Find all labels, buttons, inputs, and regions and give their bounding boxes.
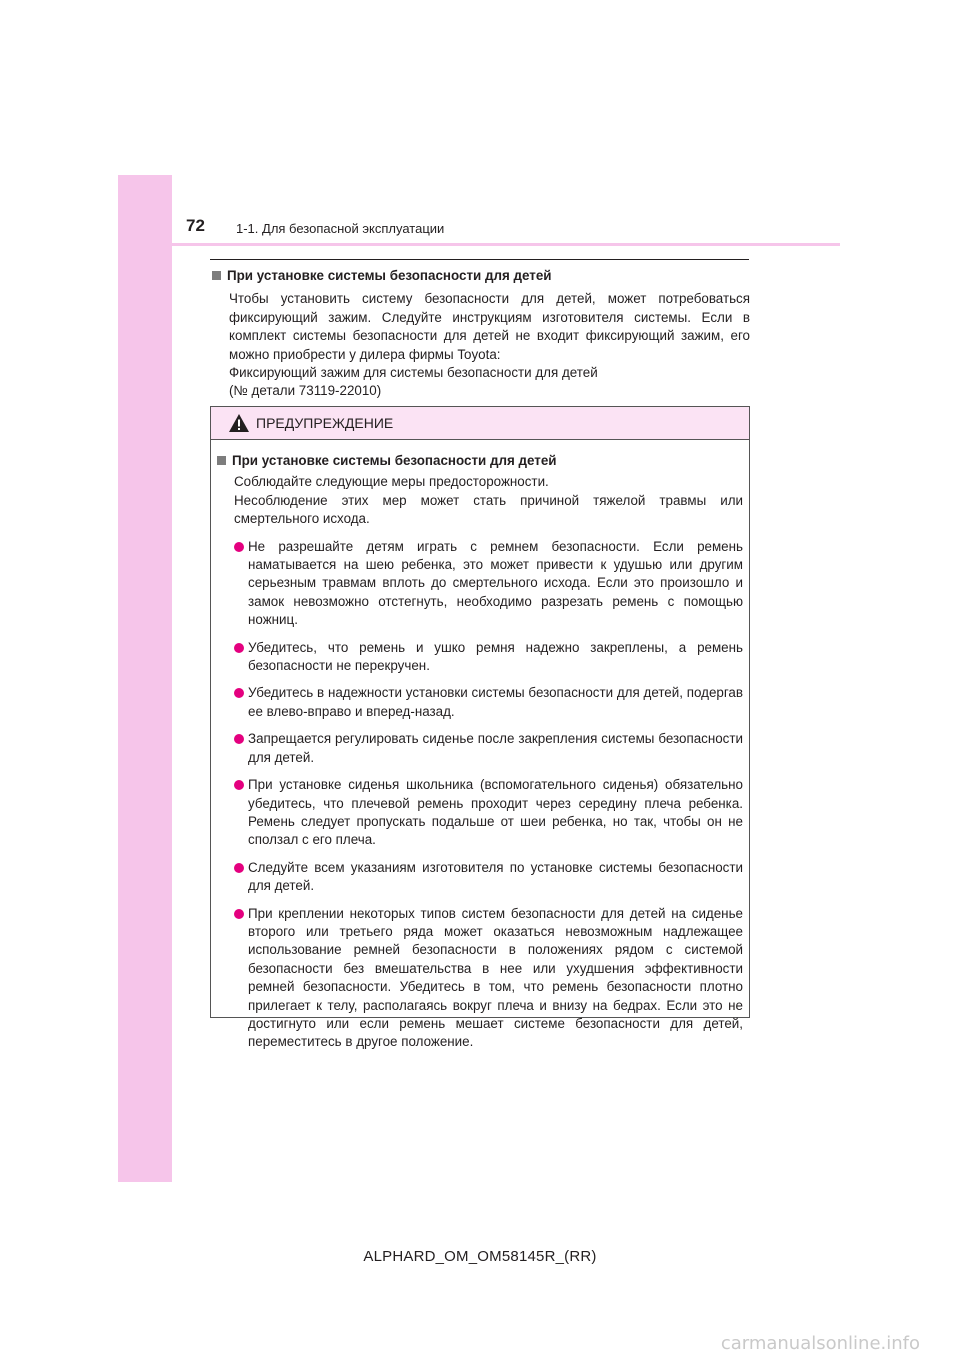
warning-box	[210, 406, 750, 1050]
watermark: carmanualsonline.info	[720, 1333, 920, 1354]
pink-bullet-icon	[234, 643, 244, 653]
pink-bullet-icon	[234, 688, 244, 698]
section-title: 1-1. Для безопасной эксплуатации	[236, 221, 445, 236]
pink-bullet-icon	[234, 734, 244, 744]
intro-paragraph: Чтобы установить систему безопасности для детей, может потребоваться фиксирующий зажим. Следуйте инструкциям изготовителя системы. Если в комплект системы безопасности для детей не входит фиксирующий зажим, его можно приобрести у дилера фирмы Toyota:	[229, 291, 750, 362]
square-bullet-icon	[217, 456, 226, 465]
warning-heading	[217, 452, 743, 470]
intro-body	[229, 290, 750, 400]
warning-item-text: При креплении некоторых типов систем безопасности для детей на сиденье второго или третьего ряда может оказаться невозможным надлежащее использование ремней безопасности в положениях рядом с системой безопасности без вмешательства в нее или ухудшения эффективности ремней безопасности. Убедитесь в том, что ремень безопасности плотно прилегает к телу, располагаясь вокруг плеча и внизу на бедрах. Если это не достигнуто или если ремень мешает системе безопасности для детей, переместитесь в другое положение.	[248, 905, 743, 1050]
part-number: (№ детали 73119-22010)	[229, 383, 382, 399]
warning-header	[211, 407, 749, 440]
pink-bullet-icon	[234, 909, 244, 919]
warning-item	[217, 538, 743, 630]
intro-paragraph: Фиксирующий зажим для системы безопасности для детей	[229, 365, 598, 381]
warning-item-text: Не разрешайте детям играть с ремнем безопасности. Если ремень наматывается на шею ребенка, это может привести к удушью или другим серьезным травмам вплоть до смертельного исхода. Если это произошло и замок невозможно отстегнуть, необходимо разрезать ремень с помощью ножниц.	[248, 538, 743, 628]
warning-item-text: Запрещается регулировать сиденье после закрепления системы безопасности для детей.	[248, 731, 743, 765]
header-accent-line	[172, 243, 840, 246]
intro-heading	[212, 267, 750, 285]
warning-body	[211, 440, 749, 1052]
warning-item-text: Следуйте всем указаниям изготовителя по установке системы безопасности для детей.	[248, 859, 743, 894]
warning-item	[217, 859, 743, 896]
section-divider	[210, 259, 749, 260]
warning-item	[217, 730, 743, 767]
square-bullet-icon	[212, 271, 221, 280]
warning-item-text: Убедитесь в надежности установки системы безопасности для детей, подергав ее влево-вправо и вперед-назад.	[248, 685, 743, 719]
warning-item-text: При установке сиденья школьника (вспомогательного сиденья) обязательно убедитесь, что плечевой ремень проходит через середину плеча ребенка. Ремень следует пропускать подальше от шеи ребенка, но так, чтобы он не сползал с его плеча.	[248, 777, 743, 848]
warning-item	[217, 639, 743, 676]
warning-intro-line: Соблюдайте следующие меры предосторожности.	[234, 474, 549, 490]
pink-bullet-icon	[234, 863, 244, 873]
pink-bullet-icon	[234, 542, 244, 552]
warning-intro	[234, 473, 743, 528]
footer-document-code: ALPHARD_OM_OM58145R_(RR)	[363, 1248, 597, 1265]
warning-item	[217, 684, 743, 721]
warning-item	[217, 776, 743, 850]
intro-heading-text: При установке системы безопасности для детей	[227, 268, 552, 283]
warning-title: ПРЕДУПРЕЖДЕНИЕ	[256, 415, 394, 431]
chapter-tab-band	[118, 175, 172, 1182]
intro-section	[212, 267, 750, 401]
warning-heading-text: При установке системы безопасности для детей	[232, 453, 557, 468]
page-number: 72	[186, 216, 205, 235]
warning-item-text: Убедитесь, что ремень и ушко ремня надежно закреплены, а ремень безопасности не перекручен.	[248, 639, 743, 674]
warning-item	[217, 905, 743, 1052]
warning-triangle-icon	[228, 413, 250, 433]
pink-bullet-icon	[234, 780, 244, 790]
warning-intro-line: Несоблюдение этих мер может стать причиной тяжелой травмы или смертельного исхода.	[234, 492, 743, 527]
